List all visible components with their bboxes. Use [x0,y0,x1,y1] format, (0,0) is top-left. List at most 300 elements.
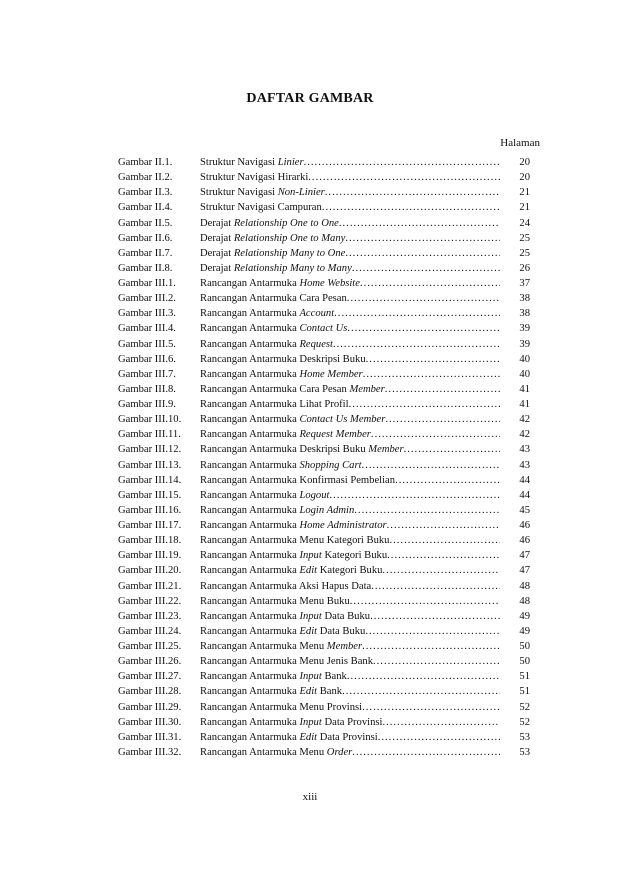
dot-leader [404,442,500,457]
figure-caption-text [200,548,387,563]
figure-number: Gambar III.1. [118,278,176,289]
caption-italic: Edit [299,686,318,698]
figure-page-number: 48 [519,580,530,592]
caption-plain: Rancangan Antarmuka Konfirmasi Pembelian [200,474,396,486]
dot-leader [362,700,500,715]
figure-caption-text [200,200,322,215]
figure-entry [118,609,530,624]
figure-entry [118,185,530,200]
caption-italic: Non-Linier [277,187,325,199]
dot-leader [329,488,500,503]
caption-plain: Rancangan Antarmuka [200,429,300,441]
figure-caption [200,684,500,699]
figure-page-number: 49 [519,610,530,622]
figure-caption-text [200,321,347,336]
figure-caption [200,276,500,291]
page-title: DAFTAR GAMBAR [246,91,374,106]
figure-entry [118,412,530,427]
figure-entry [118,442,530,457]
figure-caption-text [200,745,352,760]
caption-plain: Derajat [200,247,234,259]
caption-plain: Rancangan Antarmuka [200,323,300,335]
figure-caption-text [200,337,333,352]
caption-plain-suffix: Data Provinsi [317,731,378,743]
caption-plain: Rancangan Antarmuka [200,489,300,501]
figure-page-number: 53 [519,746,530,758]
figure-page-number: 50 [519,656,530,668]
figure-caption [200,397,500,412]
figure-page-number: 47 [519,550,530,562]
figure-page-number: 47 [519,565,530,577]
dot-leader [339,216,500,231]
figure-page-number: 48 [519,595,530,607]
figure-caption [200,185,500,200]
dot-leader [347,669,500,684]
figure-caption-text [200,639,362,654]
figure-entry [118,624,530,639]
caption-plain: Rancangan Antarmuka [200,338,300,350]
caption-plain: Rancangan Antarmuka Cara Pesan [200,293,347,305]
caption-plain: Rancangan Antarmuka [200,520,300,531]
figure-number: Gambar II.5. [118,217,173,229]
caption-italic: Relationship One to One [233,217,339,229]
figure-page-number: 26 [519,262,530,274]
figure-page-number: 45 [519,504,530,516]
caption-plain: Rancangan Antarmuka [200,308,300,320]
caption-plain-suffix: Kategori Buku [317,565,383,577]
dot-leader [370,609,500,624]
caption-italic: Input [299,610,322,622]
figure-caption-text [200,730,378,745]
figure-caption-text [200,594,350,609]
figure-caption [200,261,500,276]
caption-plain-suffix: Bank [321,671,347,683]
figure-page-number: 39 [519,338,530,350]
figure-entry [118,397,530,412]
figure-number: Gambar III.22. [118,595,182,607]
dot-leader [382,563,500,578]
dot-leader [354,503,500,518]
figure-caption-text [200,654,373,669]
caption-plain: Struktur Navigasi Campuran [200,202,322,214]
figure-caption [200,442,500,457]
figure-page-number: 21 [519,187,530,199]
figure-caption-text [200,684,342,699]
figure-caption [200,458,500,473]
figure-page-number: 46 [519,520,530,531]
figure-caption [200,170,500,185]
figure-list [118,155,530,760]
caption-italic: Account [299,308,335,320]
caption-plain: Rancangan Antarmuka [200,731,300,743]
figure-entry [118,337,530,352]
caption-plain: Rancangan Antarmuka [200,368,300,380]
dot-leader [347,321,500,336]
figure-caption [200,579,500,594]
figure-caption [200,715,500,730]
figure-number: Gambar III.5. [118,338,176,350]
caption-plain: Rancangan Antarmuka [200,565,300,577]
caption-plain: Rancangan Antarmuka Deskripsi Buku [200,444,369,456]
figure-caption-text [200,352,366,367]
figure-caption [200,669,500,684]
figure-caption-text [200,442,404,457]
figure-page-number: 40 [519,368,530,380]
figure-caption-text [200,306,334,321]
figure-entry [118,654,530,669]
figure-caption [200,216,500,231]
caption-plain: Rancangan Antarmuka Deskripsi Buku [200,353,366,365]
dot-leader [347,291,500,306]
figure-caption [200,488,500,503]
dot-leader [387,548,500,563]
figure-caption-text [200,458,362,473]
caption-plain: Derajat [200,217,234,229]
caption-italic: Relationship One to Many [233,232,346,244]
caption-italic: Member [326,641,363,652]
figure-caption-text [200,367,363,382]
figure-number: Gambar III.6. [118,353,176,365]
figure-number: Gambar III.8. [118,383,176,395]
figure-page-number: 51 [519,686,530,698]
figure-caption-text [200,155,304,170]
figure-page-number: 52 [519,701,530,713]
dot-leader [385,412,500,427]
figure-caption [200,231,500,246]
figure-page-number: 42 [519,429,530,441]
figure-caption-text [200,533,389,548]
caption-plain-suffix: Bank [317,686,343,698]
caption-plain: Derajat [200,232,234,244]
caption-plain-suffix: Data Buku [317,625,366,637]
figure-page-number: 43 [519,459,530,471]
figure-entry [118,700,530,715]
figure-caption [200,291,500,306]
figure-caption [200,745,500,760]
figure-number: Gambar III.30. [118,716,182,728]
dot-leader [322,200,500,215]
figure-number: Gambar III.19. [118,550,182,562]
figure-page-number: 50 [519,641,530,652]
figure-caption [200,609,500,624]
figure-page-number: 24 [519,217,530,229]
figure-entry [118,321,530,336]
figure-page-number: 40 [519,353,530,365]
figure-number: Gambar II.3. [118,187,173,199]
figure-caption [200,473,500,488]
caption-italic: Home Website [299,278,360,289]
figure-number: Gambar III.11. [118,429,181,441]
figure-number: Gambar III.20. [118,565,182,577]
figure-entry [118,170,530,185]
figure-entry [118,639,530,654]
figure-entry [118,533,530,548]
figure-entry [118,276,530,291]
figure-number: Gambar III.14. [118,474,182,486]
figure-caption-text [200,518,387,533]
figure-caption-text [200,231,345,246]
figure-entry [118,563,530,578]
figure-page-number: 21 [519,202,530,214]
figure-caption [200,200,500,215]
dot-leader [371,427,500,442]
figure-entry [118,200,530,215]
figure-entry [118,473,530,488]
figure-caption-text [200,488,329,503]
figure-entry [118,427,530,442]
figure-number: Gambar III.3. [118,308,176,320]
figure-entry [118,382,530,397]
figure-entry [118,488,530,503]
figure-number: Gambar III.2. [118,293,176,305]
caption-plain: Rancangan Antarmuka [200,278,300,289]
figure-page-number: 44 [519,489,530,501]
caption-italic: Relationship Many to One [233,247,346,259]
figure-caption-text [200,185,325,200]
caption-plain-suffix: Data Provinsi [321,716,383,728]
figure-number: Gambar III.16. [118,504,182,516]
figure-caption-text [200,609,370,624]
figure-entry [118,548,530,563]
figure-entry [118,216,530,231]
figure-entry [118,367,530,382]
figure-number: Gambar III.23. [118,610,182,622]
dot-leader [363,367,500,382]
figure-entry [118,291,530,306]
figure-entry [118,352,530,367]
figure-caption-text [200,261,352,276]
figure-number: Gambar III.9. [118,399,176,410]
caption-plain: Rancangan Antarmuka [200,504,300,516]
figure-page-number: 51 [519,671,530,683]
caption-plain: Rancangan Antarmuka Menu Kategori Buku [200,535,390,547]
figure-number: Gambar II.8. [118,262,173,274]
figure-number: Gambar III.29. [118,701,182,713]
figure-entry [118,261,530,276]
caption-plain: Rancangan Antarmuka Menu Buku [200,595,350,607]
figure-caption [200,352,500,367]
dot-leader [362,458,500,473]
dot-leader [360,276,500,291]
caption-plain: Rancangan Antarmuka Menu [200,746,327,758]
figure-caption [200,533,500,548]
figure-entry [118,458,530,473]
dot-leader [362,639,500,654]
figure-page-number: 39 [519,323,530,335]
figure-caption-text [200,291,347,306]
dot-leader [352,261,500,276]
caption-plain: Rancangan Antarmuka [200,716,300,728]
page-column-header: Halaman [500,137,540,149]
figure-number: Gambar III.25. [118,641,182,652]
dot-leader [385,382,500,397]
figure-page-number: 41 [519,383,530,395]
caption-plain: Rancangan Antarmuka [200,625,300,637]
figure-caption [200,306,500,321]
figure-page-number: 25 [519,247,530,259]
dot-leader [345,231,500,246]
figure-number: Gambar III.15. [118,489,182,501]
dot-leader [304,155,500,170]
figure-page-number: 52 [519,716,530,728]
figure-entry [118,715,530,730]
caption-plain-suffix: Kategori Buku [321,550,388,562]
caption-italic: Contact Us [299,323,348,335]
figure-caption-text [200,579,371,594]
figure-page-number: 46 [519,535,530,547]
figure-entry [118,155,530,170]
figure-entry [118,684,530,699]
caption-plain: Struktur Navigasi [200,187,278,199]
figure-caption [200,624,500,639]
dot-leader [334,306,500,321]
figure-caption [200,548,500,563]
caption-plain: Struktur Navigasi [200,157,278,168]
figure-caption [200,700,500,715]
figure-page-number: 38 [519,308,530,320]
figure-entry [118,503,530,518]
figure-caption [200,518,500,533]
caption-plain: Derajat [200,262,234,274]
figure-caption-text [200,473,395,488]
figure-caption-text [200,669,347,684]
figure-entry [118,669,530,684]
caption-italic: Logout [299,489,330,501]
figure-caption-text [200,563,382,578]
figure-number: Gambar II.6. [118,232,173,244]
caption-plain: Rancangan Antarmuka [200,414,300,426]
dot-leader [378,730,500,745]
dot-leader [382,715,500,730]
dot-leader [349,397,500,412]
caption-italic: Member [368,444,404,456]
figure-caption [200,594,500,609]
caption-italic: Linier [277,157,304,168]
caption-plain: Rancangan Antarmuka Menu Provinsi [200,701,363,713]
figure-entry [118,518,530,533]
figure-number: Gambar III.24. [118,625,182,637]
caption-italic: Relationship Many to Many [233,262,352,274]
caption-plain: Rancangan Antarmuka [200,550,300,562]
figure-caption [200,382,500,397]
figure-page-number: 53 [519,731,530,743]
figure-caption-text [200,397,349,412]
figure-page-number: 20 [519,172,530,184]
figure-entry [118,306,530,321]
caption-italic: Edit [299,565,318,577]
figure-caption [200,427,500,442]
figure-page-number: 20 [519,157,530,168]
figure-caption [200,412,500,427]
caption-italic: Input [299,550,322,562]
figure-page-number: 42 [519,414,530,426]
figure-entry [118,594,530,609]
figure-number: Gambar III.12. [118,444,182,456]
figure-caption-text [200,246,345,261]
caption-italic: Request Member [299,429,371,441]
figure-number: Gambar II.7. [118,247,173,259]
figure-entry [118,246,530,261]
figure-number: Gambar III.10. [118,414,182,426]
figure-number: Gambar III.28. [118,686,182,698]
caption-italic: Order [326,746,353,758]
figure-page-number: 49 [519,625,530,637]
dot-leader [308,170,500,185]
figure-caption [200,730,500,745]
figure-entry [118,745,530,760]
caption-italic: Member [349,383,385,395]
dot-leader [389,533,500,548]
figure-caption [200,367,500,382]
figure-number: Gambar III.4. [118,323,176,335]
dot-leader [345,246,500,261]
figure-caption [200,155,500,170]
dot-leader [373,654,500,669]
figure-number: Gambar II.2. [118,172,173,184]
figure-caption-text [200,700,362,715]
caption-italic: Home Member [299,368,363,380]
figure-caption [200,246,500,261]
dot-leader [366,352,500,367]
figure-number: Gambar III.27. [118,671,182,683]
figure-number: Gambar III.17. [118,520,182,531]
figure-number: Gambar III.18. [118,535,182,547]
figure-page-number: 43 [519,444,530,456]
figure-caption-text [200,715,382,730]
figure-caption [200,337,500,352]
figure-number: Gambar III.7. [118,368,176,380]
caption-italic: Input [299,671,322,683]
dot-leader [395,473,500,488]
caption-italic: Edit [299,731,318,743]
dot-leader [371,579,500,594]
figure-caption-text [200,427,371,442]
caption-italic: Contact Us Member [299,414,386,426]
dot-leader [325,185,500,200]
caption-plain: Rancangan Antarmuka [200,671,300,683]
caption-italic: Request [299,338,333,350]
caption-plain: Rancangan Antarmuka [200,686,300,698]
figure-number: Gambar III.21. [118,580,182,592]
figure-caption [200,654,500,669]
caption-italic: Home Administrator [299,520,387,531]
dot-leader [333,337,500,352]
figure-caption-text [200,412,385,427]
figure-caption [200,321,500,336]
figure-entry [118,730,530,745]
figure-number: Gambar III.13. [118,459,182,471]
figure-caption [200,639,500,654]
caption-plain: Rancangan Antarmuka Lihat Profil [200,399,349,410]
caption-plain: Rancangan Antarmuka [200,610,300,622]
caption-italic: Edit [299,625,318,637]
figure-caption-text [200,382,385,397]
dot-leader [342,684,500,699]
figure-page-number: 41 [519,399,530,410]
caption-plain: Rancangan Antarmuka Menu [200,641,327,652]
dot-leader [350,594,500,609]
figure-page-number: 25 [519,232,530,244]
caption-plain: Rancangan Antarmuka Cara Pesan [200,383,350,395]
figure-caption-text [200,276,360,291]
caption-italic: Input [299,716,322,728]
caption-plain: Rancangan Antarmuka Menu Jenis Bank [200,656,373,668]
figure-caption-text [200,503,354,518]
figure-caption-text [200,216,339,231]
figure-number: Gambar III.31. [118,731,182,743]
caption-plain: Rancangan Antarmuka [200,459,300,471]
figure-number: Gambar III.32. [118,746,182,758]
